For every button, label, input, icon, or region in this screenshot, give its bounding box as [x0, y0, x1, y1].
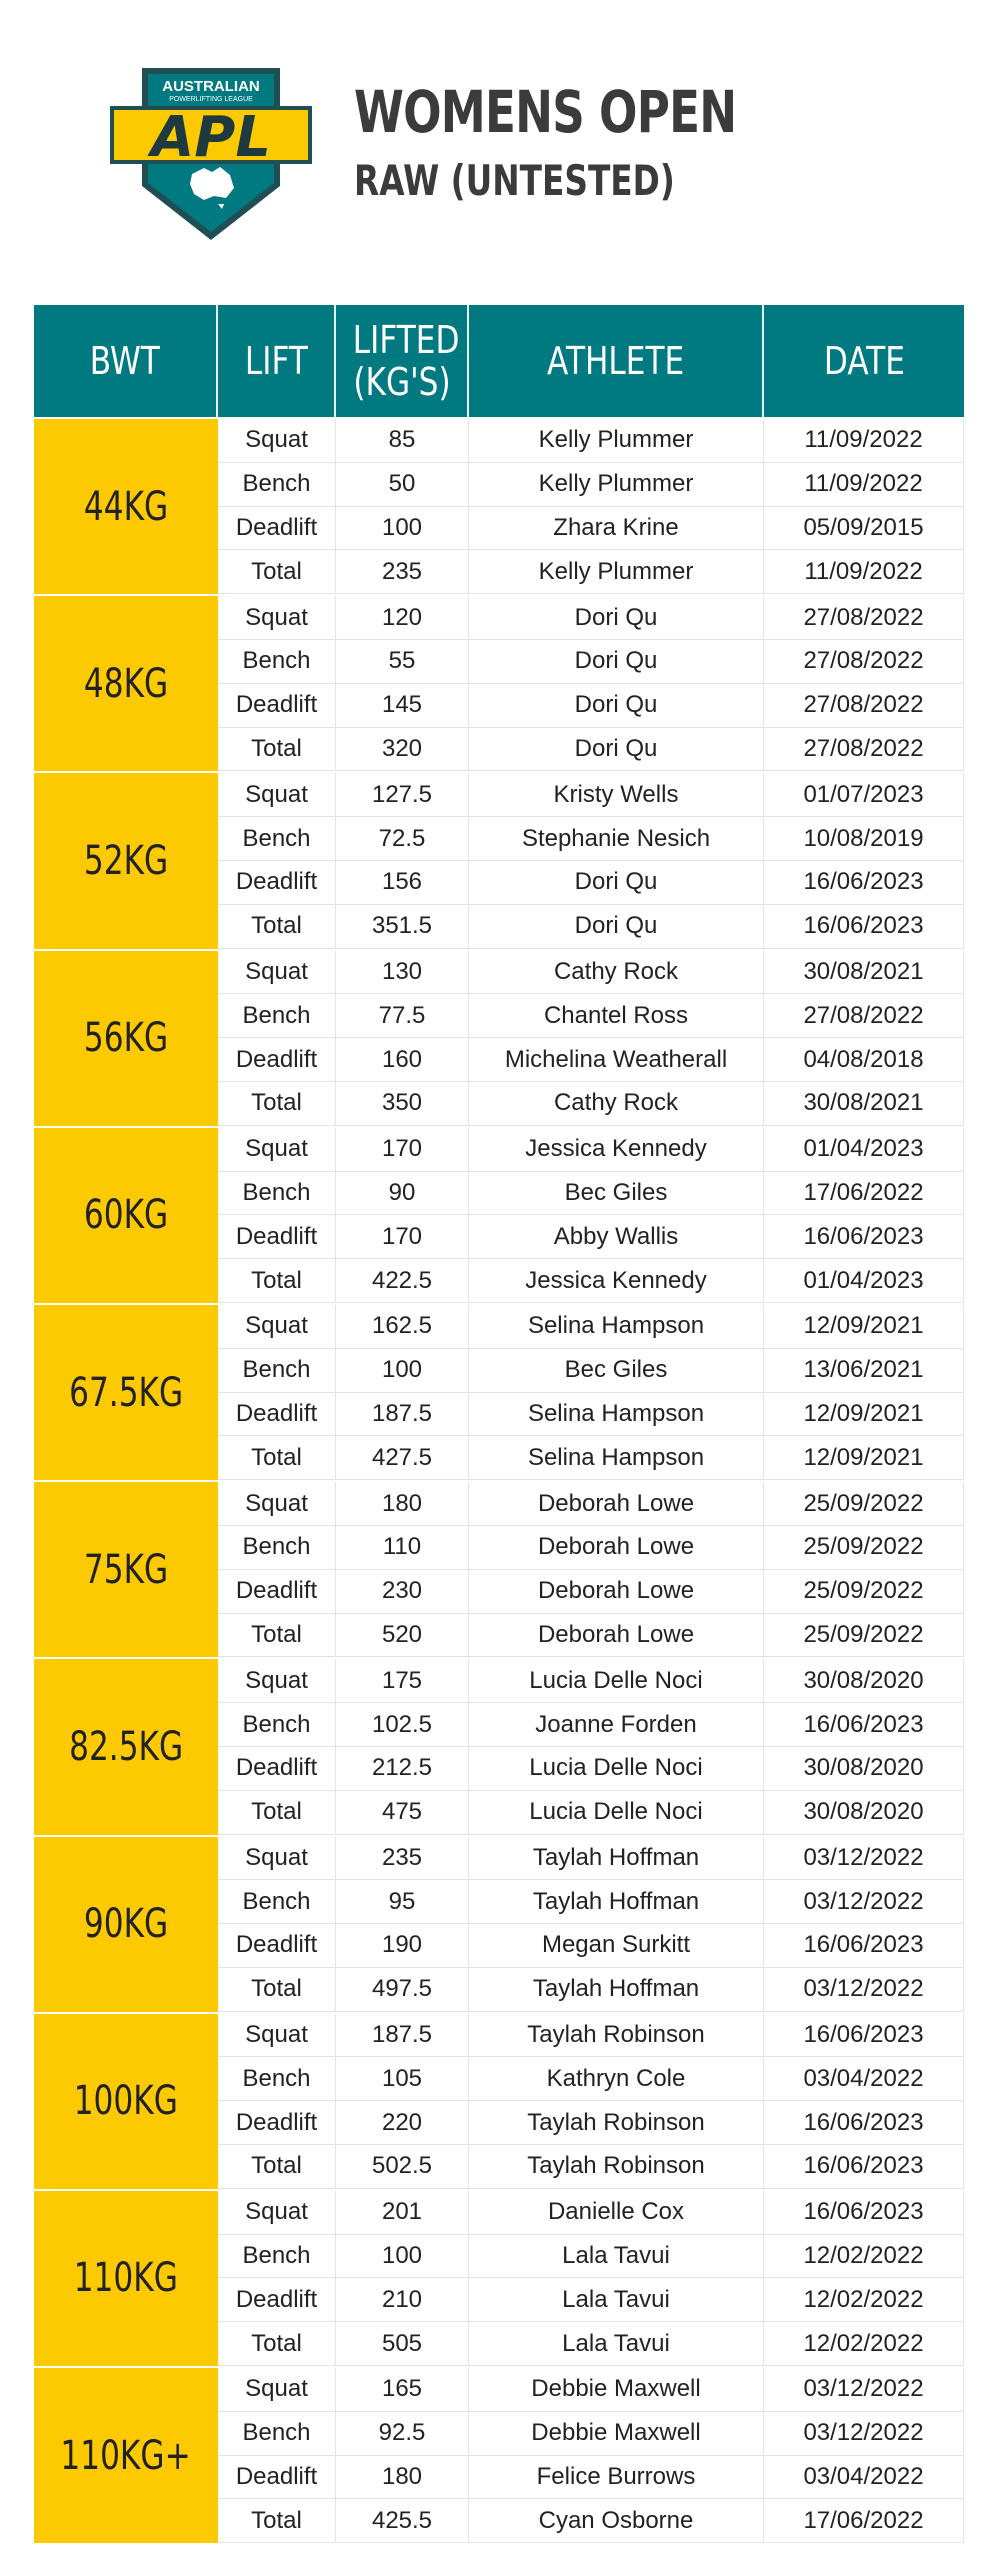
lift-cell: Deadlift [218, 1570, 336, 1613]
lift-cell: Deadlift [218, 1038, 336, 1081]
athlete-cell: Dori Qu [469, 905, 764, 948]
lifted-cell: 120 [336, 596, 469, 639]
lift-cell: Total [218, 1614, 336, 1657]
lifted-cell: 100 [336, 507, 469, 550]
table-row [218, 1305, 964, 1349]
athlete-cell: Chantel Ross [469, 994, 764, 1037]
table-row [218, 1526, 964, 1570]
date-cell: 16/06/2023 [764, 2145, 964, 2188]
date-cell: 17/06/2022 [764, 2499, 964, 2542]
lift-cell: Deadlift [218, 2456, 336, 2499]
table-row [218, 2235, 964, 2279]
table-body [34, 417, 964, 2543]
lift-cell: Bench [218, 994, 336, 1037]
date-cell: 05/09/2015 [764, 507, 964, 550]
athlete-cell: Deborah Lowe [469, 1614, 764, 1657]
lift-cell: Total [218, 728, 336, 771]
date-cell: 16/06/2023 [764, 1215, 964, 1258]
lifted-cell: 520 [336, 1614, 469, 1657]
date-cell: 11/09/2022 [764, 550, 964, 593]
lifted-cell: 160 [336, 1038, 469, 1081]
lift-cell: Total [218, 1259, 336, 1302]
lifted-cell: 102.5 [336, 1703, 469, 1746]
column-header-lifted: LIFTED (KG'S) [336, 305, 469, 417]
athlete-cell: Megan Surkitt [469, 1924, 764, 1967]
athlete-cell: Debbie Maxwell [469, 2412, 764, 2455]
date-cell: 11/09/2022 [764, 419, 964, 462]
column-header-bwt: BWT [34, 305, 218, 417]
table-row [218, 1570, 964, 1614]
lift-cell: Deadlift [218, 1924, 336, 1967]
lifted-cell: 110 [336, 1526, 469, 1569]
athlete-cell: Joanne Forden [469, 1703, 764, 1746]
lift-cell: Deadlift [218, 861, 336, 904]
weight-class-label: 48KG [34, 596, 218, 771]
table-row [218, 2322, 964, 2366]
athlete-cell: Lala Tavui [469, 2322, 764, 2365]
date-cell: 27/08/2022 [764, 684, 964, 727]
date-cell: 11/09/2022 [764, 463, 964, 506]
lifted-cell: 165 [336, 2368, 469, 2411]
weight-class-group [34, 417, 964, 594]
athlete-cell: Bec Giles [469, 1172, 764, 1215]
table-row [218, 817, 964, 861]
lift-cell: Squat [218, 596, 336, 639]
table-row [218, 1614, 964, 1658]
athlete-cell: Stephanie Nesich [469, 817, 764, 860]
athlete-cell: Deborah Lowe [469, 1526, 764, 1569]
date-cell: 25/09/2022 [764, 1526, 964, 1569]
table-row [218, 2278, 964, 2322]
table-row [218, 1172, 964, 1216]
lift-cell: Total [218, 2499, 336, 2542]
table-row [218, 1393, 964, 1437]
lifted-cell: 170 [336, 1215, 469, 1258]
lift-cell: Squat [218, 2191, 336, 2234]
table-row [218, 463, 964, 507]
date-cell: 30/08/2021 [764, 951, 964, 994]
athlete-cell: Dori Qu [469, 596, 764, 639]
athlete-cell: Bec Giles [469, 1349, 764, 1392]
lifted-cell: 187.5 [336, 1393, 469, 1436]
table-row [218, 2368, 964, 2412]
table-row [218, 861, 964, 905]
table-row [218, 1968, 964, 2012]
weight-class-label: 44KG [34, 419, 218, 594]
weight-class-label: 100KG [34, 2014, 218, 2189]
date-cell: 12/09/2021 [764, 1305, 964, 1348]
lifted-cell: 145 [336, 684, 469, 727]
date-cell: 25/09/2022 [764, 1614, 964, 1657]
lifted-cell: 190 [336, 1924, 469, 1967]
table-row [218, 596, 964, 640]
date-cell: 27/08/2022 [764, 596, 964, 639]
athlete-cell: Taylah Robinson [469, 2145, 764, 2188]
lift-cell: Total [218, 1436, 336, 1479]
table-row [218, 2101, 964, 2145]
date-cell: 03/12/2022 [764, 2412, 964, 2455]
lifted-cell: 92.5 [336, 2412, 469, 2455]
date-cell: 17/06/2022 [764, 1172, 964, 1215]
lifted-cell: 105 [336, 2057, 469, 2100]
athlete-cell: Selina Hampson [469, 1436, 764, 1479]
athlete-cell: Taylah Hoffman [469, 1968, 764, 2011]
date-cell: 30/08/2021 [764, 1082, 964, 1125]
lift-cell: Total [218, 1968, 336, 2011]
records-table [34, 305, 964, 2543]
athlete-cell: Jessica Kennedy [469, 1128, 764, 1171]
lift-cell: Deadlift [218, 1215, 336, 1258]
lifted-cell: 505 [336, 2322, 469, 2365]
athlete-cell: Dori Qu [469, 684, 764, 727]
lifted-cell: 127.5 [336, 773, 469, 816]
athlete-cell: Cyan Osborne [469, 2499, 764, 2542]
table-row [218, 2014, 964, 2058]
table-row [218, 1880, 964, 1924]
lift-cell: Squat [218, 1305, 336, 1348]
lift-cell: Deadlift [218, 2101, 336, 2144]
athlete-cell: Lucia Delle Noci [469, 1747, 764, 1790]
date-cell: 12/02/2022 [764, 2235, 964, 2278]
column-header-athlete: ATHLETE [469, 305, 764, 417]
weight-class-group [34, 1480, 964, 1657]
lift-cell: Bench [218, 1172, 336, 1215]
athlete-cell: Taylah Hoffman [469, 1837, 764, 1880]
date-cell: 25/09/2022 [764, 1482, 964, 1525]
lifted-cell: 235 [336, 550, 469, 593]
athlete-cell: Lala Tavui [469, 2235, 764, 2278]
lifted-cell: 230 [336, 1570, 469, 1613]
lifted-cell: 156 [336, 861, 469, 904]
lifted-cell: 212.5 [336, 1747, 469, 1790]
lifted-cell: 235 [336, 1837, 469, 1880]
table-row [218, 1924, 964, 1968]
date-cell: 27/08/2022 [764, 994, 964, 1037]
lifted-cell: 95 [336, 1880, 469, 1923]
athlete-cell: Kelly Plummer [469, 550, 764, 593]
lift-cell: Squat [218, 419, 336, 462]
page-title: WOMENS OPEN [354, 78, 737, 146]
athlete-cell: Danielle Cox [469, 2191, 764, 2234]
lifted-cell: 55 [336, 640, 469, 683]
athlete-cell: Michelina Weatherall [469, 1038, 764, 1081]
lifted-cell: 175 [336, 1659, 469, 1702]
lifted-cell: 210 [336, 2278, 469, 2321]
table-row [218, 1215, 964, 1259]
table-row [218, 2057, 964, 2101]
date-cell: 12/09/2021 [764, 1393, 964, 1436]
table-row [218, 994, 964, 1038]
lift-cell: Total [218, 550, 336, 593]
date-cell: 30/08/2020 [764, 1747, 964, 1790]
date-cell: 13/06/2021 [764, 1349, 964, 1392]
table-row [218, 1349, 964, 1393]
page-subtitle: RAW (UNTESTED) [354, 156, 675, 205]
weight-class-label: 82.5KG [34, 1659, 218, 1834]
lift-cell: Bench [218, 2235, 336, 2278]
lift-cell: Deadlift [218, 1747, 336, 1790]
weight-class-group [34, 1303, 964, 1480]
weight-class-group [34, 2366, 964, 2543]
lift-cell: Bench [218, 640, 336, 683]
column-header-date: DATE [823, 339, 905, 383]
athlete-cell: Deborah Lowe [469, 1482, 764, 1525]
date-cell: 01/07/2023 [764, 773, 964, 816]
page-header [0, 0, 998, 300]
weight-class-group [34, 2189, 964, 2366]
athlete-cell: Debbie Maxwell [469, 2368, 764, 2411]
table-row [218, 1038, 964, 1082]
lifted-cell: 130 [336, 951, 469, 994]
lifted-cell: 77.5 [336, 994, 469, 1037]
date-cell: 12/02/2022 [764, 2322, 964, 2365]
date-cell: 03/04/2022 [764, 2057, 964, 2100]
date-cell: 10/08/2019 [764, 817, 964, 860]
weight-class-group [34, 1657, 964, 1834]
lift-cell: Total [218, 1082, 336, 1125]
lift-cell: Total [218, 2322, 336, 2365]
lifted-cell: 85 [336, 419, 469, 462]
athlete-cell: Taylah Hoffman [469, 1880, 764, 1923]
table-row [218, 1482, 964, 1526]
date-cell: 25/09/2022 [764, 1570, 964, 1613]
weight-class-group [34, 594, 964, 771]
lifted-cell: 100 [336, 2235, 469, 2278]
athlete-cell: Taylah Robinson [469, 2101, 764, 2144]
date-cell: 12/09/2021 [764, 1436, 964, 1479]
athlete-cell: Kathryn Cole [469, 2057, 764, 2100]
date-cell: 16/06/2023 [764, 2101, 964, 2144]
table-row [218, 1082, 964, 1126]
athlete-cell: Selina Hampson [469, 1305, 764, 1348]
lifted-cell: 180 [336, 2456, 469, 2499]
lifted-cell: 170 [336, 1128, 469, 1171]
date-cell: 03/12/2022 [764, 1837, 964, 1880]
lift-cell: Deadlift [218, 507, 336, 550]
athlete-cell: Cathy Rock [469, 1082, 764, 1125]
lift-cell: Squat [218, 2014, 336, 2057]
athlete-cell: Kelly Plummer [469, 463, 764, 506]
logo-main-text: APL [150, 105, 272, 170]
lift-cell: Bench [218, 1880, 336, 1923]
table-row [218, 1659, 964, 1703]
table-row [218, 2145, 964, 2189]
lift-cell: Squat [218, 773, 336, 816]
lifted-cell: 180 [336, 1482, 469, 1525]
lifted-cell: 502.5 [336, 2145, 469, 2188]
lift-cell: Total [218, 1791, 336, 1834]
date-cell: 12/02/2022 [764, 2278, 964, 2321]
lifted-cell: 422.5 [336, 1259, 469, 1302]
lift-cell: Squat [218, 1659, 336, 1702]
weight-class-label: 75KG [34, 1482, 218, 1657]
date-cell: 16/06/2023 [764, 905, 964, 948]
date-cell: 04/08/2018 [764, 1038, 964, 1081]
lift-cell: Squat [218, 1837, 336, 1880]
athlete-cell: Kristy Wells [469, 773, 764, 816]
date-cell: 16/06/2023 [764, 861, 964, 904]
table-row [218, 507, 964, 551]
lift-cell: Deadlift [218, 2278, 336, 2321]
lift-cell: Bench [218, 1349, 336, 1392]
athlete-cell: Taylah Robinson [469, 2014, 764, 2057]
weight-class-label: 90KG [34, 1837, 218, 2012]
date-cell: 03/12/2022 [764, 2368, 964, 2411]
table-row [218, 1837, 964, 1881]
lifted-cell: 475 [336, 1791, 469, 1834]
table-row [218, 550, 964, 594]
lift-cell: Bench [218, 1526, 336, 1569]
table-row [218, 2412, 964, 2456]
lifted-cell: 90 [336, 1172, 469, 1215]
table-row [218, 684, 964, 728]
lift-cell: Bench [218, 2412, 336, 2455]
date-cell: 16/06/2023 [764, 1924, 964, 1967]
table-header [34, 305, 964, 417]
table-row [218, 728, 964, 772]
athlete-cell: Dori Qu [469, 728, 764, 771]
lifted-cell: 100 [336, 1349, 469, 1392]
lifted-cell: 350 [336, 1082, 469, 1125]
lift-cell: Bench [218, 817, 336, 860]
table-row [218, 1703, 964, 1747]
athlete-cell: Kelly Plummer [469, 419, 764, 462]
athlete-cell: Dori Qu [469, 861, 764, 904]
weight-class-label: 110KG [34, 2191, 218, 2366]
table-row [218, 2191, 964, 2235]
weight-class-group [34, 2012, 964, 2189]
lifted-cell: 425.5 [336, 2499, 469, 2542]
weight-class-group [34, 771, 964, 948]
lifted-cell: 427.5 [336, 1436, 469, 1479]
table-row [218, 1259, 964, 1303]
logo-top-text: AUSTRALIAN [162, 78, 260, 95]
lifted-cell: 320 [336, 728, 469, 771]
weight-class-label: 60KG [34, 1128, 218, 1303]
lift-cell: Deadlift [218, 684, 336, 727]
lift-cell: Bench [218, 2057, 336, 2100]
date-cell: 27/08/2022 [764, 728, 964, 771]
date-cell: 01/04/2023 [764, 1259, 964, 1302]
lift-cell: Squat [218, 951, 336, 994]
apl-logo [108, 66, 314, 242]
date-cell: 16/06/2023 [764, 2014, 964, 2057]
lift-cell: Deadlift [218, 1393, 336, 1436]
lifted-cell: 220 [336, 2101, 469, 2144]
table-row [218, 2456, 964, 2500]
lift-cell: Squat [218, 1128, 336, 1171]
date-cell: 01/04/2023 [764, 1128, 964, 1171]
date-cell: 30/08/2020 [764, 1659, 964, 1702]
weight-class-group [34, 1835, 964, 2012]
table-row [218, 1747, 964, 1791]
weight-class-group [34, 949, 964, 1126]
lift-cell: Squat [218, 1482, 336, 1525]
table-row [218, 640, 964, 684]
lift-cell: Squat [218, 2368, 336, 2411]
lift-cell: Bench [218, 463, 336, 506]
weight-class-label: 56KG [34, 951, 218, 1126]
weight-class-label: 110KG+ [34, 2368, 218, 2543]
athlete-cell: Zhara Krine [469, 507, 764, 550]
column-header-lift: LIFT [218, 305, 336, 417]
date-cell: 16/06/2023 [764, 1703, 964, 1746]
lift-cell: Total [218, 2145, 336, 2188]
athlete-cell: Selina Hampson [469, 1393, 764, 1436]
table-row [218, 1791, 964, 1835]
weight-class-group [34, 1126, 964, 1303]
table-row [218, 419, 964, 463]
athlete-cell: Lucia Delle Noci [469, 1791, 764, 1834]
date-cell: 03/12/2022 [764, 1968, 964, 2011]
weight-class-label: 52KG [34, 773, 218, 948]
athlete-cell: Abby Wallis [469, 1215, 764, 1258]
lifted-cell: 187.5 [336, 2014, 469, 2057]
date-cell: 03/12/2022 [764, 1880, 964, 1923]
table-row [218, 951, 964, 995]
athlete-cell: Cathy Rock [469, 951, 764, 994]
lifted-cell: 201 [336, 2191, 469, 2234]
table-row [218, 1128, 964, 1172]
lifted-cell: 162.5 [336, 1305, 469, 1348]
athlete-cell: Lucia Delle Noci [469, 1659, 764, 1702]
date-cell: 03/04/2022 [764, 2456, 964, 2499]
logo-sub-text: POWERLIFTING LEAGUE [169, 96, 253, 103]
athlete-cell: Dori Qu [469, 640, 764, 683]
lifted-cell: 50 [336, 463, 469, 506]
lift-cell: Total [218, 905, 336, 948]
athlete-cell: Jessica Kennedy [469, 1259, 764, 1302]
lifted-cell: 497.5 [336, 1968, 469, 2011]
table-row [218, 2499, 964, 2543]
weight-class-label: 67.5KG [34, 1305, 218, 1480]
date-cell: 16/06/2023 [764, 2191, 964, 2234]
table-row [218, 905, 964, 949]
table-row [218, 1436, 964, 1480]
date-cell: 30/08/2020 [764, 1791, 964, 1834]
date-cell: 27/08/2022 [764, 640, 964, 683]
athlete-cell: Felice Burrows [469, 2456, 764, 2499]
lift-cell: Bench [218, 1703, 336, 1746]
lifted-cell: 351.5 [336, 905, 469, 948]
lifted-cell: 72.5 [336, 817, 469, 860]
athlete-cell: Deborah Lowe [469, 1570, 764, 1613]
athlete-cell: Lala Tavui [469, 2278, 764, 2321]
table-row [218, 773, 964, 817]
